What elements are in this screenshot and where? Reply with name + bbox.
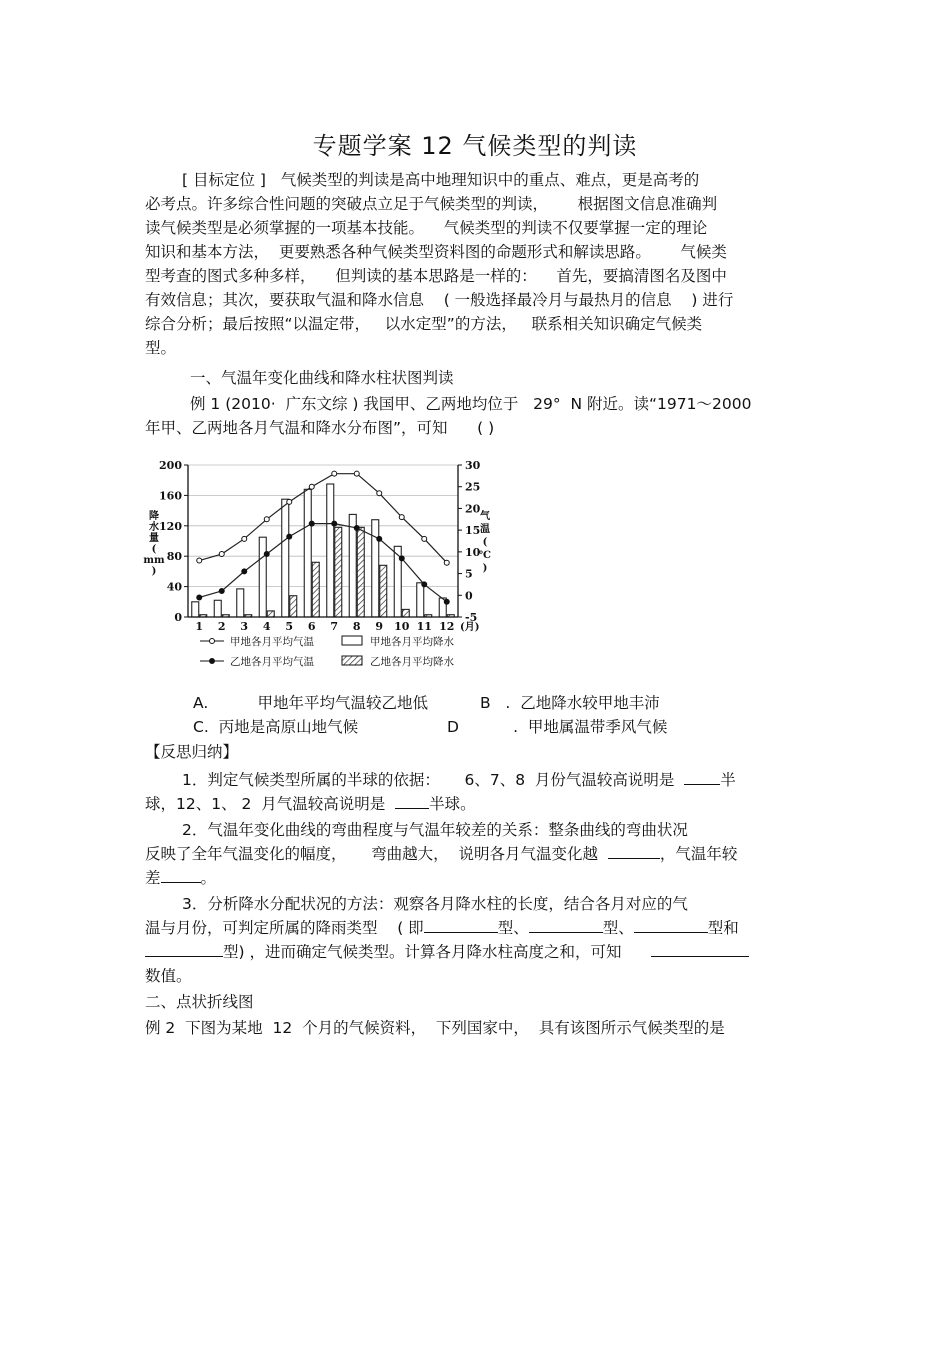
month-label: 8	[352, 620, 361, 633]
precip-tick-label: 80	[166, 550, 182, 564]
point-yi-temp	[399, 556, 404, 561]
month-label: 11	[416, 620, 432, 633]
temp-tick-label: -5	[465, 611, 478, 624]
month-label: 2	[217, 620, 226, 633]
point-yi-temp	[242, 569, 247, 574]
month-label: 4	[262, 620, 271, 633]
bar-jia-precip	[304, 489, 311, 617]
page-title: 专题学案 12 气候类型的判读	[312, 132, 638, 160]
point-jia-temp	[309, 484, 314, 489]
point-yi-temp	[219, 588, 224, 593]
precip-tick-label: 160	[159, 489, 182, 503]
bar-jia-precip	[237, 589, 244, 617]
reflect-2-line: 差 。	[145, 869, 217, 887]
section-heading-2: 二、点状折线图	[145, 993, 254, 1011]
point-jia-temp	[444, 560, 449, 565]
point-yi-temp	[377, 536, 382, 541]
reflect-3-line: 数值。	[145, 967, 192, 985]
point-jia-temp	[377, 491, 382, 496]
bar-jia-precip	[327, 484, 334, 617]
answer-blank[interactable]	[651, 942, 749, 957]
temp-tick-label: 15	[465, 524, 481, 538]
reflect-3-line: 3．分析降水分配状况的方法：观察各月降水柱的长度，结合各月对应的气	[182, 895, 688, 913]
point-jia-temp	[332, 471, 337, 476]
temp-axis-title: 温	[480, 524, 490, 535]
point-yi-temp	[197, 595, 202, 600]
bar-jia-precip	[372, 520, 379, 617]
month-label: 5	[285, 620, 294, 633]
month-label: 9	[375, 620, 384, 633]
point-jia-temp	[197, 558, 202, 563]
point-yi-temp	[422, 582, 427, 587]
bar-yi-precip	[267, 611, 274, 617]
precip-tick-label: 120	[159, 519, 182, 533]
legend-bar-swatch	[342, 656, 362, 665]
legend-label: 乙地各月平均降水	[370, 656, 454, 668]
answer-blank[interactable]	[684, 770, 720, 785]
bar-yi-precip	[290, 596, 297, 617]
reflect-heading: 【反思归纳】	[145, 743, 239, 761]
example-1-line: 年甲、乙两地各月气温和降水分布图”，可知 ( )	[145, 419, 495, 437]
reflect-3-line: 温与月份，可判定所属的降雨类型 ( 即 型、 型、 型和	[145, 919, 739, 937]
bar-yi-precip	[402, 609, 409, 617]
climate-chart	[140, 455, 500, 675]
answer-blank[interactable]	[395, 794, 429, 809]
temp-axis-title: (	[482, 537, 488, 548]
point-jia-temp	[264, 517, 269, 522]
legend-marker	[210, 639, 215, 644]
month-label: 10	[394, 620, 410, 633]
reflect-2-line: 2．气温年变化曲线的弯曲程度与气温年较差的关系：整条曲线的弯曲状况	[182, 821, 688, 839]
intro-line: 型考查的图式多种多样， 但判读的基本思路是一样的： 首先，要搞清图名及图中	[145, 267, 727, 285]
option-c: C. 丙地是高原山地气候	[193, 718, 359, 736]
precip-axis-title: 降	[149, 511, 159, 522]
bar-jia-precip	[214, 600, 221, 617]
intro-line: 读气候类型是必须掌握的一项基本技能。 气候类型的判读不仅要掌握一定的理论	[145, 219, 708, 237]
precip-axis-title: 量	[149, 533, 159, 544]
precip-axis-title: 水	[149, 522, 159, 533]
option-b: B . 乙地降水较甲地丰沛	[480, 694, 660, 712]
bar-jia-precip	[417, 583, 424, 617]
legend-marker	[210, 659, 215, 664]
temp-tick-label: 10	[465, 545, 481, 559]
month-label: 1	[195, 620, 204, 633]
point-jia-temp	[287, 499, 292, 504]
option-a: A. 甲地年平均气温较乙地低	[193, 694, 429, 712]
temp-tick-label: 25	[465, 480, 481, 494]
point-jia-temp	[422, 536, 427, 541]
line-jia-temp	[199, 474, 447, 563]
reflect-3-line: 型) ，进而确定气候类型。计算各月降水柱高度之和，可知	[145, 940, 749, 964]
month-label: 6	[307, 620, 316, 633]
legend-label: 甲地各月平均气温	[230, 636, 314, 648]
temp-tick-label: 0	[465, 589, 473, 603]
legend-bar-swatch	[342, 636, 362, 645]
temp-axis-title: )	[482, 563, 488, 574]
bar-yi-precip	[380, 565, 387, 617]
intro-line: 综合分析；最后按照“以温定带， 以水定型”的方法， 联系相关知识确定气候类	[145, 315, 703, 333]
intro-line: 有效信息；其次，要获取气温和降水信息 ( 一般选择最冷月与最热月的信息 ) 进行	[145, 291, 734, 309]
legend-label: 乙地各月平均气温	[230, 656, 314, 668]
point-yi-temp	[264, 552, 269, 557]
month-label: 3	[240, 620, 249, 633]
section-heading-1: 一、气温年变化曲线和降水柱状图判读	[190, 369, 454, 387]
temp-tick-label: 5	[465, 567, 473, 581]
temp-axis-title: ℃	[479, 550, 491, 561]
bar-jia-precip	[282, 499, 289, 617]
intro-line: 型。	[145, 339, 177, 357]
answer-blank[interactable]	[161, 868, 201, 883]
bar-jia-precip	[192, 602, 199, 617]
answer-blank[interactable]	[145, 942, 223, 957]
point-yi-temp	[309, 521, 314, 526]
point-jia-temp	[242, 536, 247, 541]
bar-jia-precip	[259, 537, 266, 617]
precip-axis-title: )	[151, 566, 157, 577]
point-jia-temp	[354, 471, 359, 476]
month-label: 7	[330, 620, 339, 633]
precip-axis-title: (	[151, 544, 157, 555]
intro-line: 知识和基本方法， 更要熟悉各种气候类型资料图的命题形式和解读思路。 气候类	[145, 243, 727, 261]
precip-tick-label: 0	[174, 611, 182, 624]
month-label: 12	[439, 620, 455, 633]
answer-blank[interactable]	[424, 918, 498, 933]
reflect-1-line: 1．判定气候类型所属的半球的依据： 6、7、8 月份气温较高说明是 半	[182, 771, 736, 789]
month-unit-label: (月)	[460, 622, 480, 633]
bar-yi-precip	[312, 562, 319, 617]
intro-line: 必考点。许多综合性问题的突破点立足于气候类型的判读， 根据图文信息准确判	[145, 195, 718, 213]
reflect-2-line: 反映了全年气温变化的幅度， 弯曲越大， 说明各月气温变化越 ，气温年较	[145, 845, 738, 863]
bar-yi-precip	[335, 527, 342, 617]
answer-blank[interactable]	[529, 918, 603, 933]
temp-tick-label: 20	[465, 502, 481, 516]
precip-tick-label: 200	[159, 459, 182, 472]
answer-blank[interactable]	[608, 844, 660, 859]
point-yi-temp	[332, 521, 337, 526]
point-yi-temp	[354, 525, 359, 530]
point-yi-temp	[287, 534, 292, 539]
example-2-line: 例 2 下图为某地 12 个月的气候资料， 下列国家中， 具有该图所示气候类型的是	[145, 1019, 725, 1037]
precip-bars	[192, 484, 455, 617]
temp-tick-label: 30	[465, 459, 481, 472]
point-yi-temp	[444, 599, 449, 604]
point-jia-temp	[219, 552, 224, 557]
precip-axis-title: mm	[143, 555, 165, 566]
bar-yi-precip	[357, 527, 364, 617]
point-jia-temp	[399, 515, 404, 520]
temp-lines	[197, 471, 450, 604]
option-d: D . 甲地属温带季风气候	[447, 718, 668, 736]
reflect-1-line: 球，12、1、 2 月气温较高说明是 半球。	[145, 795, 476, 813]
temp-axis-title: 气	[480, 511, 490, 522]
legend-label: 甲地各月平均降水	[370, 636, 454, 648]
example-1-line: 例 1 (2010· 广东文综 ) 我国甲、乙两地均位于 29° N 附近。读“1971～2000	[190, 395, 752, 413]
answer-blank[interactable]	[634, 918, 708, 933]
intro-line: [ 目标定位 ] 气候类型的判读是高中地理知识中的重点、难点，更是高考的	[182, 171, 700, 189]
precip-tick-label: 40	[166, 580, 182, 594]
chart-legend	[200, 635, 454, 668]
